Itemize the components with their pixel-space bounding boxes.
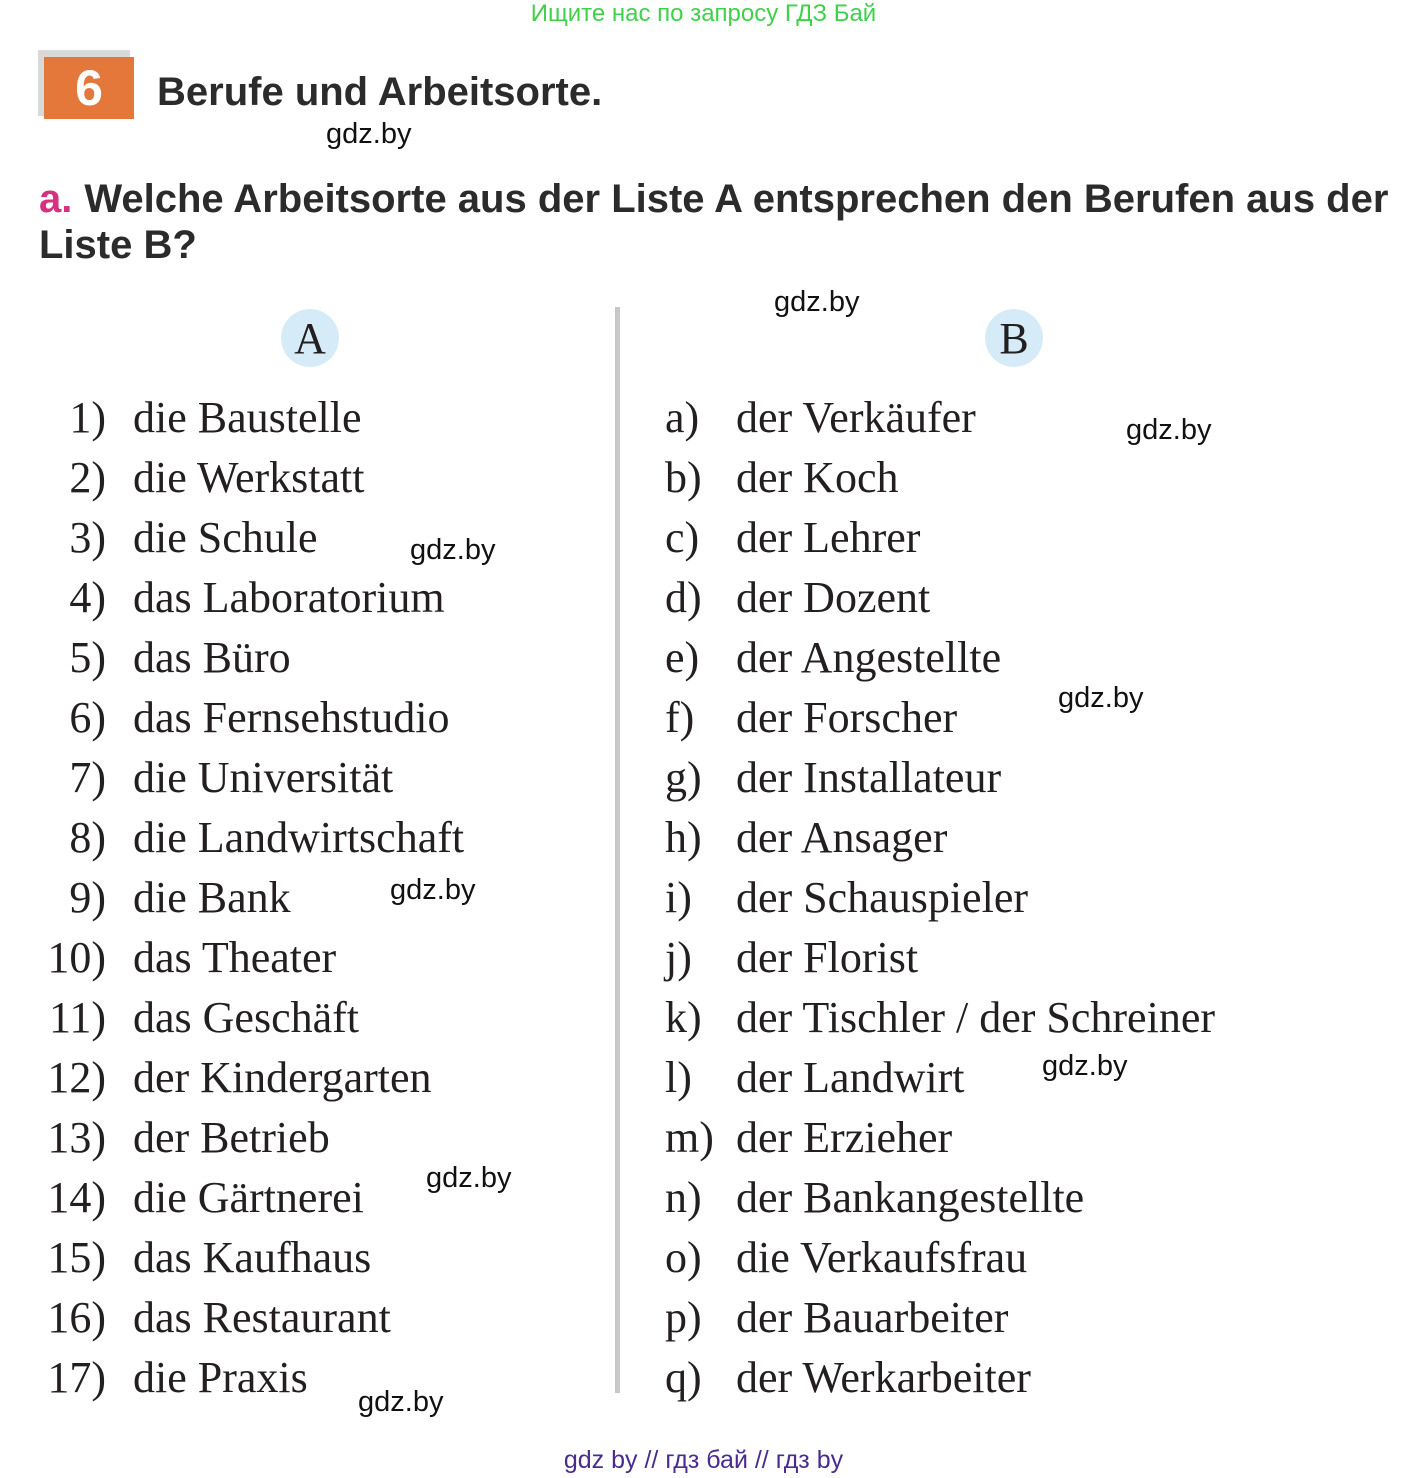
list-b-marker: c)	[665, 513, 700, 562]
list-a-text: das Kaufhaus	[133, 1233, 372, 1282]
list-a-header-badge: A	[281, 309, 339, 367]
list-a-text: die Praxis	[133, 1353, 308, 1402]
list-a-text: das Geschäft	[133, 993, 360, 1042]
list-a-marker: 13)	[47, 1113, 106, 1162]
list-a-marker: 12)	[47, 1053, 106, 1102]
list-b-text: der Installateur	[736, 753, 1002, 802]
list-b-header-badge: B	[985, 309, 1043, 367]
watermark: gdz.by	[1042, 1050, 1128, 1082]
list-b-text: der Angestellte	[736, 633, 1002, 682]
list-b-marker: h)	[665, 813, 702, 862]
list-b-marker: j)	[665, 933, 692, 982]
list-b-marker: n)	[665, 1173, 702, 1222]
task-text: Welche Arbeitsorte aus der Liste A entsprechen den Berufen aus der Liste B?	[39, 177, 1389, 267]
list-b-text: der Erzieher	[736, 1113, 953, 1162]
watermark: gdz.by	[410, 534, 496, 566]
list-a-marker: 1)	[69, 393, 106, 442]
list-b-marker: k)	[665, 993, 702, 1042]
list-a-text: die Universität	[133, 753, 394, 802]
list-a-text: die Gärtnerei	[133, 1173, 364, 1222]
watermark: gdz.by	[1126, 414, 1212, 446]
task-letter: a.	[39, 177, 73, 221]
list-b-marker: p)	[665, 1293, 702, 1342]
column-divider	[615, 307, 620, 1393]
list-a-marker: 17)	[47, 1353, 106, 1402]
list-a-marker: 6)	[69, 693, 106, 742]
list-b-text: der Ansager	[736, 813, 948, 862]
list-a-text: die Bank	[133, 873, 291, 922]
list-a-marker: 15)	[47, 1233, 106, 1282]
exercise-title: Berufe und Arbeitsorte.	[157, 70, 603, 114]
list-b-text: der Schauspieler	[736, 873, 1028, 922]
list-a-text: das Fernsehstudio	[133, 693, 450, 742]
list-a-marker: 7)	[69, 753, 106, 802]
list-a-marker: 8)	[69, 813, 106, 862]
list-a-text: der Betrieb	[133, 1113, 330, 1162]
list-b-marker: a)	[665, 393, 700, 442]
watermark: gdz.by	[390, 874, 476, 906]
list-b-marker: g)	[665, 753, 702, 802]
list-a-text: das Büro	[133, 633, 291, 682]
list-a-text: die Landwirtschaft	[133, 813, 465, 862]
list-b-text: der Bankangestellte	[736, 1173, 1085, 1222]
list-b-text: der Lehrer	[736, 513, 921, 562]
list-b-text: der Tischler / der Schreiner	[736, 993, 1215, 1042]
list-a-marker: 10)	[47, 933, 106, 982]
list-a-marker: 16)	[47, 1293, 106, 1342]
task-instruction	[39, 176, 1389, 268]
list-b-text: die Verkaufsfrau	[736, 1233, 1028, 1282]
watermark: gdz.by	[326, 118, 412, 150]
list-a-text: das Restaurant	[133, 1293, 391, 1342]
watermark: gdz.by	[426, 1162, 512, 1194]
list-b-marker: l)	[665, 1053, 692, 1102]
list-b-marker: o)	[665, 1233, 702, 1282]
list-b-text: der Verkäufer	[736, 393, 976, 442]
list-a-text: das Theater	[133, 933, 337, 982]
list-b-marker: i)	[665, 873, 692, 922]
list-b-marker: f)	[665, 693, 695, 742]
list-b-text: der Forscher	[736, 693, 958, 742]
exercise-number-badge: 6	[44, 57, 134, 119]
list-b-marker: d)	[665, 573, 702, 622]
top-banner: Ищите нас по запросу ГДЗ Бай	[530, 0, 877, 27]
list-a-marker: 4)	[69, 573, 106, 622]
list-b-marker: e)	[665, 633, 700, 682]
footer-links: gdz by // гдз бай // гдз by	[563, 1446, 844, 1474]
list-a-text: die Werkstatt	[133, 453, 365, 502]
list-a-text: das Laboratorium	[133, 573, 445, 622]
list-b-marker: m)	[665, 1113, 714, 1162]
list-b-text: der Landwirt	[736, 1053, 965, 1102]
list-a-text: die Baustelle	[133, 393, 362, 442]
list-a-text: die Schule	[133, 513, 318, 562]
list-a-marker: 3)	[69, 513, 106, 562]
list-b-marker: b)	[665, 453, 702, 502]
list-b-text: der Koch	[736, 453, 899, 502]
watermark: gdz.by	[774, 286, 860, 318]
list-a-marker: 5)	[69, 633, 106, 682]
list-b-text: der Werkarbeiter	[736, 1353, 1031, 1402]
list-b-marker: q)	[665, 1353, 702, 1402]
list-a-marker: 9)	[69, 873, 106, 922]
list-b-text: der Dozent	[736, 573, 931, 622]
list-b-text: der Bauarbeiter	[736, 1293, 1009, 1342]
list-a-marker: 14)	[47, 1173, 106, 1222]
list-a-marker: 11)	[48, 993, 106, 1042]
list-a-marker: 2)	[69, 453, 106, 502]
watermark: gdz.by	[1058, 682, 1144, 714]
watermark: gdz.by	[358, 1386, 444, 1418]
list-b-text: der Florist	[736, 933, 919, 982]
list-a-text: der Kindergarten	[133, 1053, 432, 1102]
